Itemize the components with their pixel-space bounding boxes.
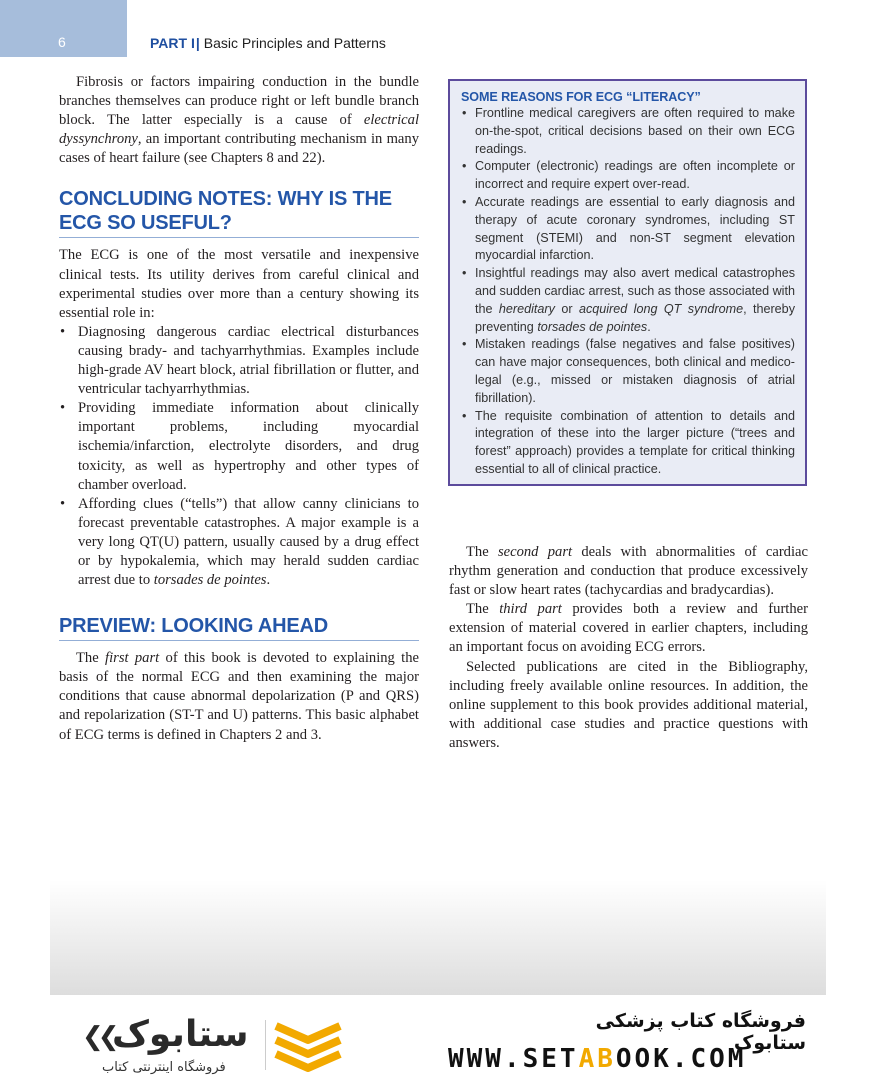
part-label: PART I bbox=[150, 35, 195, 51]
list-item: • Insightful readings may also avert medical catastrophes and sudden cardiac arrest, such as those associated with the hereditary or acquired long QT syndrome, thereby preventing torsades de pointes. bbox=[461, 265, 795, 336]
page-bottom-shadow bbox=[50, 880, 826, 995]
logo-subtitle: فروشگاه اینترنتی کتاب bbox=[102, 1060, 226, 1075]
list-item: • Mistaken readings (false negatives and false positives) can have major consequences, both clinical and medico-legal (e.g., missed or mistaken diagnosis of atrial fibrillation). bbox=[461, 336, 795, 407]
running-header bbox=[150, 35, 386, 51]
concluding-paragraph: The ECG is one of the most versatile and inexpensive clinical tests. Its utility derives from careful clinical and experimental studies over more than a century showing its essential role in: bbox=[59, 247, 419, 321]
double-chevron-icon: ❮❮ bbox=[82, 1022, 114, 1052]
store-name: فروشگاه کتاب پزشکی ستابوک bbox=[595, 1010, 806, 1054]
intro-paragraph: Fibrosis or factors impairing conduction in the bundle branches themselves can produce right or left bundle branch block. The latter especially is a cause of electrical dyssynchrony, an important contributing mechanism in many cases of heart failure (see Chapters 8 and 22). bbox=[59, 74, 419, 167]
list-item: • Diagnosing dangerous cardiac electrical disturbances causing brady- and tachyarrhythmias. Examples include high-grade AV heart block, atrial fibrillation or flutter, and ventricular tachyarrhythmias. bbox=[59, 323, 419, 399]
list-item: • Computer (electronic) readings are often incomplete or incorrect and require expert over-read. bbox=[461, 158, 795, 194]
preview-heading: PREVIEW: LOOKING AHEAD bbox=[59, 614, 419, 641]
list-item: • Frontline medical caregivers are often required to make on-the-spot, critical decisions based on their own ECG readings. bbox=[461, 105, 795, 158]
ecg-literacy-box bbox=[448, 79, 807, 486]
left-column bbox=[59, 73, 419, 745]
third-part-paragraph: The third part provides both a review and further extension of material covered in earlier chapters, including an important focus on avoiding ECG errors. bbox=[449, 601, 808, 656]
utility-bullet-list bbox=[59, 323, 419, 590]
header-separator: | bbox=[195, 35, 200, 51]
list-item: • Accurate readings are essential to early diagnosis and therapy of acute coronary syndromes, including ST segment (STEMI) and non-ST segment elevation myocardial infarction. bbox=[461, 194, 795, 265]
logo-divider bbox=[265, 1020, 266, 1070]
part-title: Basic Principles and Patterns bbox=[203, 35, 386, 51]
page-number: 6 bbox=[58, 34, 66, 50]
list-item: • Providing immediate information about clinically important problems, including myocardial ischemia/infarction, electrolyte disorders, and drug toxicity, as well as hypertrophy and other types of chamber overload. bbox=[59, 399, 419, 494]
list-item: • Affording clues (“tells”) that allow canny clinicians to forecast preventable catastrophes. A major example is a very long QT(U) pattern, usually caused by a drug effect or by hypokalemia, which may herald sudden cardiac arrest due to torsades de pointes. bbox=[59, 495, 419, 590]
logo-brand-text: ستابوک bbox=[112, 1014, 249, 1055]
store-url: WWW.SETABOOK.COM bbox=[448, 1044, 747, 1074]
header-tab bbox=[0, 0, 127, 57]
right-column bbox=[449, 543, 808, 753]
second-part-paragraph: The second part deals with abnormalities of cardiac rhythm generation and conduction that produce excessively fast or slow heart rates (tachycardias and bradycardias). bbox=[449, 544, 808, 599]
book-stack-icon bbox=[272, 1016, 344, 1072]
box-title: SOME REASONS FOR ECG “LITERACY” bbox=[461, 90, 701, 104]
bibliography-paragraph: Selected publications are cited in the Bibliography, including freely available online resources. In addition, the online supplement to this book provides additional material, with additional case studies and practice questions with answers. bbox=[449, 658, 808, 751]
concluding-heading: CONCLUDING NOTES: WHY IS THE ECG SO USEFUL? bbox=[59, 187, 419, 238]
literacy-reasons-list bbox=[461, 105, 795, 479]
preview-paragraph: The first part of this book is devoted to explaining the basis of the normal ECG and then examining the major conditions that cause abnormal depolarization (P and QRS) and repolarization (ST-T and U) patterns. This basic alphabet of ECG terms is defined in Chapters 2 and 3. bbox=[59, 650, 420, 743]
setabook-logo bbox=[82, 1014, 262, 1074]
list-item: • The requisite combination of attention to details and integration of these into the larger picture (“trees and forest” approach) provides a template for critical thinking essential to all of clinical practice. bbox=[461, 408, 795, 479]
